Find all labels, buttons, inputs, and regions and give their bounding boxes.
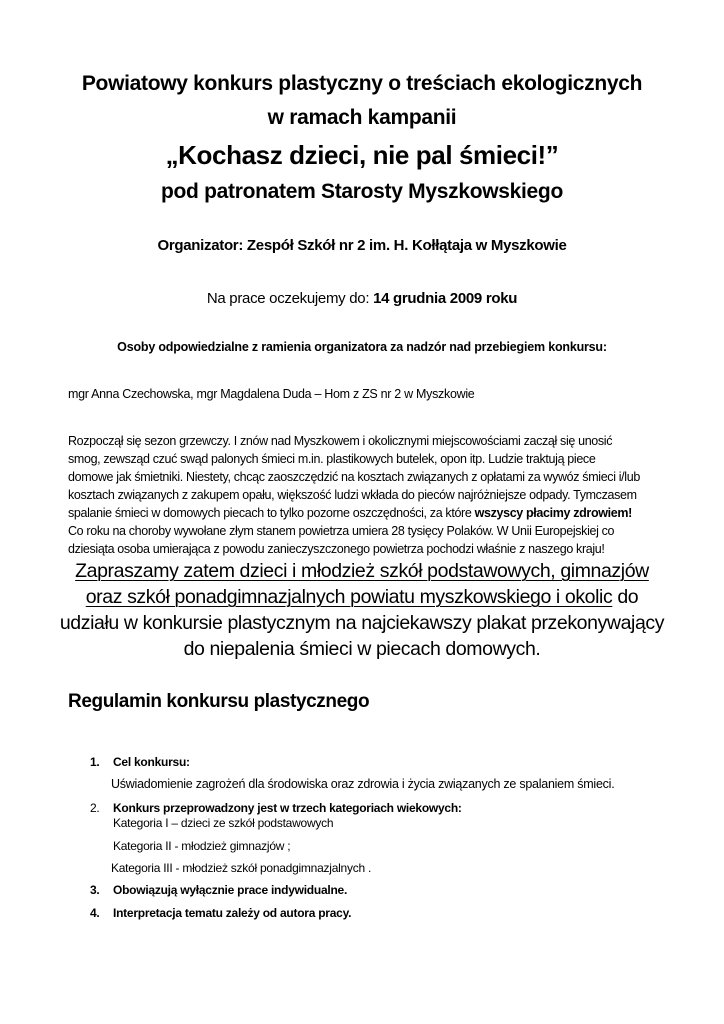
rule-label: Interpretacja tematu zależy od autora pracy.: [113, 906, 352, 920]
invitation-line: udziału w konkursie plastycznym na najciekawszy plakat przekonywający: [59, 612, 665, 634]
responsible-names: mgr Anna Czechowska, mgr Magdalena Duda – Hom z ZS nr 2 w Myszkowie: [68, 387, 475, 401]
invitation-underlined-2: oraz szkół ponadgimnazjalnych powiatu myszkowskiego i okolic: [85, 586, 613, 608]
intro-line: dziesiąta osoba umierająca z powodu zanieczyszczonego powietrza pochodzi właśnie z naszego kraju!: [68, 542, 605, 556]
category-item: Kategoria III - młodzież szkół ponadgimnazjalnych .: [111, 861, 372, 875]
invitation-line: [0, 584, 724, 610]
rule-number: 2.: [90, 801, 100, 815]
campaign-name: „Kochasz dzieci, nie pal śmieci!”: [165, 140, 559, 170]
intro-line: Rozpoczął się sezon grzewczy. I znów nad Myszkowem i okolicznymi miejscowościami zaczął się unosić: [68, 434, 613, 448]
responsible-heading: Osoby odpowiedzialne z ramienia organizatora za nadzór nad przebiegiem konkursu:: [117, 340, 607, 354]
rule-label: Konkurs przeprowadzony jest w trzech kategoriach wiekowych:: [113, 801, 462, 815]
intro-emphasis: wszyscy płacimy zdrowiem!: [474, 506, 632, 520]
rule-label: Cel konkursu:: [113, 755, 190, 769]
rule-detail: Uświadomienie zagrożeń dla środowiska oraz zdrowia i życia związanych ze spalaniem śmieci.: [111, 777, 615, 791]
category-item: Kategoria I – dzieci ze szkół podstawowych: [113, 816, 334, 830]
deadline-prefix: Na prace oczekujemy do:: [206, 290, 370, 307]
title-line-2: w ramach kampanii: [267, 106, 457, 129]
invitation-line: do niepalenia śmieci w piecach domowych.: [183, 638, 541, 660]
intro-paragraph: [68, 432, 668, 558]
invitation-line: [0, 558, 724, 584]
intro-line: [68, 504, 668, 522]
organizer-line: Organizator: Zespół Szkół nr 2 im. H. Kołłątaja w Myszkowie: [157, 237, 567, 254]
rule-number: 4.: [90, 906, 100, 920]
invitation-line-2-rest: do: [612, 586, 639, 608]
category-item: Kategoria II - młodzież gimnazjów ;: [113, 839, 291, 853]
patronage-line: pod patronatem Starosty Myszkowskiego: [161, 180, 563, 203]
title-line-1: Powiatowy konkurs plastyczny o treściach ekologicznych: [81, 72, 643, 95]
deadline-line: [0, 289, 724, 309]
intro-line: kosztach związanych z zakupem opału, większość ludzi wkłada do pieców najróżniejsze odpady. Tymczasem: [68, 488, 637, 502]
intro-line: domowe jak śmietniki. Niestety, chcąc zaoszczędzić na kosztach związanych z opłatami za wywóz śmieci i/lub: [68, 470, 640, 484]
rule-number: 1.: [90, 755, 100, 769]
invitation-paragraph: [0, 558, 724, 662]
rule-number: 3.: [90, 883, 100, 897]
intro-line: Co roku na choroby wywołane złym stanem powietrza umiera 28 tysięcy Polaków. W Unii Europejskiej co: [68, 524, 615, 538]
intro-line: smog, zewsząd czuć swąd palonych śmieci m.in. plastikowych butelek, opon itp. Ludzie traktują piece: [68, 452, 596, 466]
deadline-date: 14 grudnia 2009 roku: [373, 290, 518, 307]
intro-line-5-text: spalanie śmieci w domowych piecach to tylko pozorne oszczędności, za które: [68, 506, 472, 520]
invitation-underlined-1: Zapraszamy zatem dzieci i młodzież szkół podstawowych, gimnazjów: [75, 560, 649, 582]
rule-label: Obowiązują wyłącznie prace indywidualne.: [113, 883, 348, 897]
document-title: [0, 70, 724, 131]
rules-title: Regulamin konkursu plastycznego: [68, 691, 370, 712]
